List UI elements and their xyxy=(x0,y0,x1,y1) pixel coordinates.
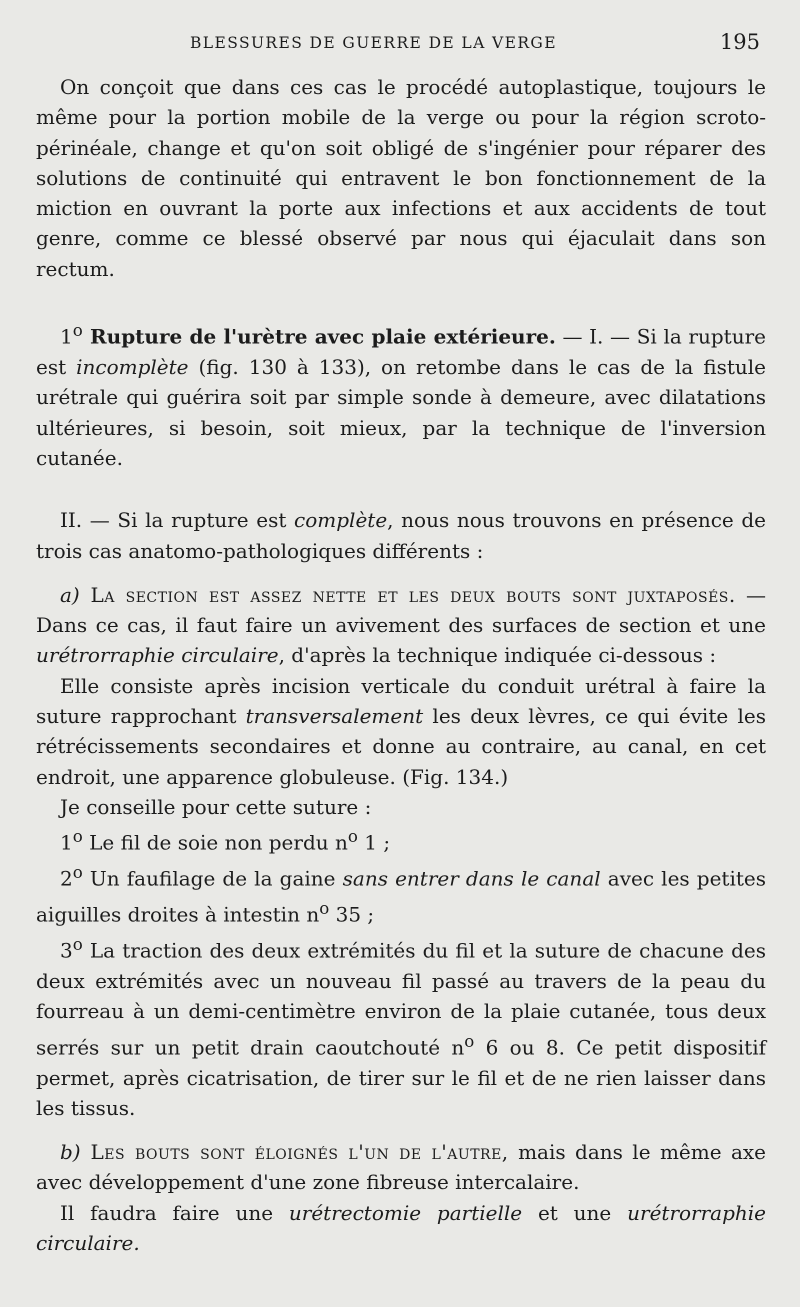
number-superscript: o xyxy=(347,827,358,847)
paragraph-rupture-complete xyxy=(36,505,766,566)
paragraph xyxy=(36,671,766,792)
text-run: les deux lèvres, ce qui évite les rétrécissements secondaires et donne au contraire, au canal, en cet endroit, une apparence globuleuse. (Fig. 134.) xyxy=(36,704,766,789)
text-run: et une xyxy=(522,1200,628,1225)
text-run: Le fil de soie non perdu n xyxy=(82,830,348,855)
ordinal-superscript: o xyxy=(72,863,83,883)
text-run: 6 ou 8. Ce petit dispositif permet, après cicatrisation, de tirer sur le fil et de ne rien laisser dans les tissus. xyxy=(36,1035,766,1120)
ordinal-superscript: o xyxy=(72,827,83,847)
text-run: , nous nous trouvons en présence de trois cas anatomo-pathologiques différents : xyxy=(36,508,766,563)
case-heading: Les bouts sont éloignés l'un de l'autre, xyxy=(80,1140,509,1165)
text-run: 35 ; xyxy=(329,902,375,927)
emphasis: sans entrer dans le canal xyxy=(342,866,601,891)
paragraph: On conçoit que dans ces cas le procédé autoplastique, toujours le même pour la portion mobile de la verge ou pour la région scroto-périnéale, change et qu'on soit obligé de s'ingénier pour réparer des solutions de continuité qui entravent le bon fonctionnement de la miction en ouvrant la porte aux infections et aux accidents de tout genre, comme ce blessé observé par nous qui éjaculait dans son rectum. xyxy=(36,75,766,281)
emphasis: urétrorraphie circulaire. xyxy=(36,1200,767,1256)
paragraph: Je conseille pour cette suture : xyxy=(60,794,372,819)
page-body xyxy=(36,72,766,1258)
ordinal-number: 1 xyxy=(60,830,73,855)
running-title: BLESSURES DE GUERRE DE LA VERGE xyxy=(190,34,557,52)
emphasis: complète xyxy=(294,508,388,533)
paragraph-rupture-exterieure xyxy=(36,316,766,473)
paragraph-case-a xyxy=(36,580,766,671)
case-label: b) xyxy=(60,1140,81,1165)
page-number: 195 xyxy=(719,30,760,54)
list-item xyxy=(36,858,766,930)
running-head xyxy=(0,30,800,60)
text-run: (fig. 130 à 133), on retombe dans le cas de la fistule urétrale qui guérira soit par simple sonde à demeure, avec dilatations ultérieures, si besoin, soit mieux, par la technique de l'inversion cutanée. xyxy=(36,355,766,470)
number-superscript: o xyxy=(464,1031,475,1051)
list-item xyxy=(36,822,766,858)
text-run: Un faufilage de la gaine xyxy=(82,866,343,891)
text-run: avec les petites aiguilles droites à intestin n xyxy=(36,866,767,927)
emphasis: transversalement xyxy=(245,704,424,728)
text-run: 1 ; xyxy=(357,830,391,855)
text-run: Il faudra faire une xyxy=(60,1200,289,1225)
paragraph xyxy=(36,1198,766,1259)
text-run: II. — Si la rupture est xyxy=(60,508,295,533)
text-run: — I. — Si la rupture est xyxy=(36,324,766,380)
emphasis: incomplète xyxy=(76,355,189,380)
text-run: La traction des deux extrémités du fil et la suture de chacune des deux extrémités avec un nouveau fil passé au travers de la peau du fourreau à un demi-centimètre environ de la plaie cutanée, tous deux serrés sur un petit drain caoutchouté n xyxy=(36,938,766,1060)
ordinal-superscript: o xyxy=(72,321,83,341)
text-run: — Dans ce cas, il faut faire un avivement des surfaces de section et une xyxy=(36,582,766,638)
number-superscript: o xyxy=(319,899,330,919)
paragraph-case-b xyxy=(36,1137,766,1198)
text-run: Elle consiste après incision verticale du conduit urétral à faire la suture rapprochant xyxy=(36,673,766,728)
emphasis: urétrectomie partielle xyxy=(288,1200,523,1225)
case-heading: La section est assez nette et les deux bouts sont juxtaposés. xyxy=(79,582,736,607)
ordinal-number: 3 xyxy=(60,938,73,963)
text-run: mais dans le même axe avec développement d'une zone fibreuse intercalaire. xyxy=(36,1140,766,1195)
ordinal-superscript: o xyxy=(72,935,83,955)
list-item xyxy=(36,930,766,1123)
section-heading: Rupture de l'urètre avec plaie extérieure. xyxy=(82,324,556,349)
case-label: a) xyxy=(60,582,80,607)
ordinal-number: 2 xyxy=(60,866,73,891)
ordinal-number: 1 xyxy=(60,324,73,349)
text-run: , d'après la technique indiquée ci-dessous : xyxy=(278,643,717,668)
emphasis: urétrorraphie circulaire xyxy=(36,643,279,668)
